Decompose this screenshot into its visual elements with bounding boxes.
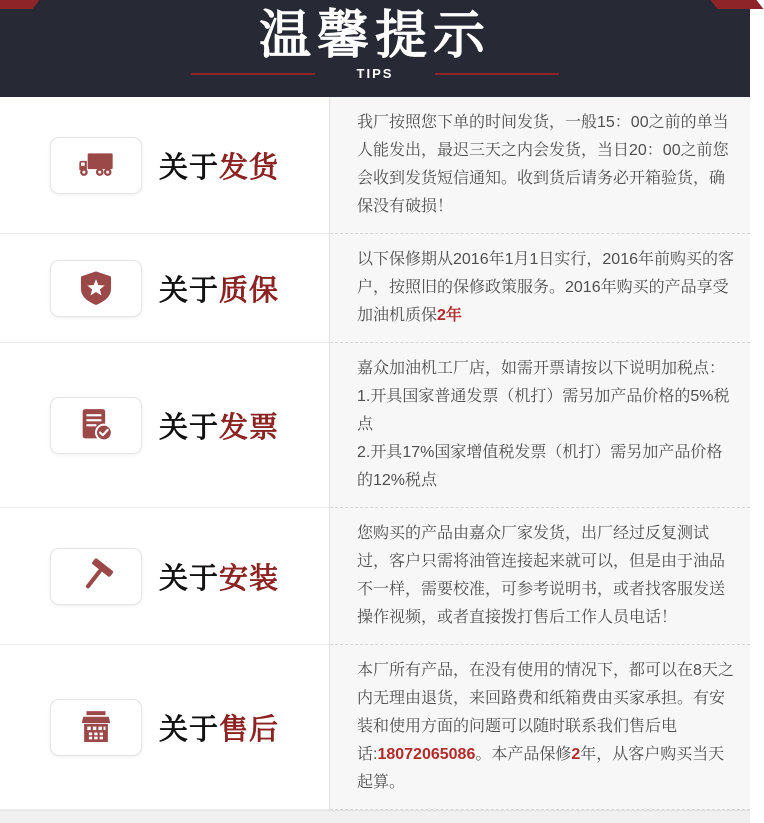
tip-row-content [330,234,750,343]
tip-row-text [357,520,736,632]
label-prefix: 关于 [158,151,219,184]
tip-row-content [330,97,750,234]
tips-divider-left [191,73,315,75]
text-line: 本厂所有产品，在没有使用的情况下，都可以在8天之内无理由退货，来回路费和纸箱费由买家承担。有安装和使用方面的问题可以随时联系我们售后电话:18072065086。本产品保修2年，从客户购买当天起算。 [357,662,734,791]
hammer-icon [77,557,115,595]
label-accent: 发货 [219,151,280,184]
tips-divider-right [435,73,559,75]
store-icon [77,708,115,746]
tip-row-header [0,234,330,343]
tip-row-header [0,508,330,645]
tips-banner [0,0,750,97]
bottom-strip [0,810,750,823]
tip-row-content [330,645,750,810]
corner-accent-right-icon [710,0,763,9]
tip-row [0,343,750,508]
tip-row-text [357,109,736,221]
tip-row-content [330,508,750,645]
icon-box [50,548,142,605]
tip-row [0,97,750,234]
tip-row-label [159,707,279,748]
tip-row [0,508,750,645]
tip-row-label [159,556,279,597]
tip-row-header [0,343,330,508]
tip-row-label [159,405,279,446]
tip-row-content [330,343,750,508]
label-accent: 质保 [219,274,280,307]
invoice-icon [76,405,116,445]
text-line: 您购买的产品由嘉众厂家发货，出厂经过反复测试过，客户只需将油管连接起来就可以，但是由于油品不一样，需要校准，可参考说明书，或者找客服发送操作视频，或者直接拨打售后工作人员电话！ [357,525,726,626]
icon-box [50,397,142,454]
tips-subtitle-row [0,66,750,81]
tip-row-text [357,246,736,330]
tip-row-label [159,268,279,309]
tip-row-header [0,645,330,810]
tips-subtitle: TIPS [356,66,394,82]
text-line: 以下保修期从2016年1月1日实行，2016年前购买的客户，按照旧的保修政策服务。2016年购买的产品享受加油机质保2年 [357,251,734,324]
label-prefix: 关于 [158,713,219,746]
icon-box [50,699,142,756]
tip-row [0,234,750,343]
label-prefix: 关于 [158,562,219,595]
text-line: 嘉众加油机工厂店，如需开票请按以下说明加税点： [357,360,726,377]
tip-row [0,645,750,810]
shield-icon [77,269,115,307]
tip-row-text [357,657,736,797]
highlighted-text: 2 [571,746,581,763]
truck-icon [76,145,116,185]
icon-box [50,260,142,317]
text-line: 2.开具17%国家增值税发票（机打）需另加产品价格的12%税点 [357,444,723,489]
highlighted-text: 18072065086 [377,746,476,763]
highlighted-text: 2年 [437,307,462,324]
tip-row-header [0,97,330,234]
label-prefix: 关于 [158,274,219,307]
banner-title: 温馨提示 [258,7,491,65]
label-accent: 发票 [219,411,280,444]
tip-row-label [159,145,279,186]
text-line: 1.开具国家普通发票（机打）需另加产品价格的5%税点 [357,388,730,433]
text-line: 我厂按照您下单的时间发货，一般15：00之前的单当人能发出，最迟三天之内会发货，当日20：00之前您会收到发货短信通知。收到货后请务必开箱验货，确保没有破损！ [357,114,729,215]
icon-box [50,137,142,194]
tips-rows [0,97,750,810]
tip-row-text [357,355,736,495]
label-accent: 售后 [219,713,280,746]
label-prefix: 关于 [158,411,219,444]
label-accent: 安装 [219,562,280,595]
